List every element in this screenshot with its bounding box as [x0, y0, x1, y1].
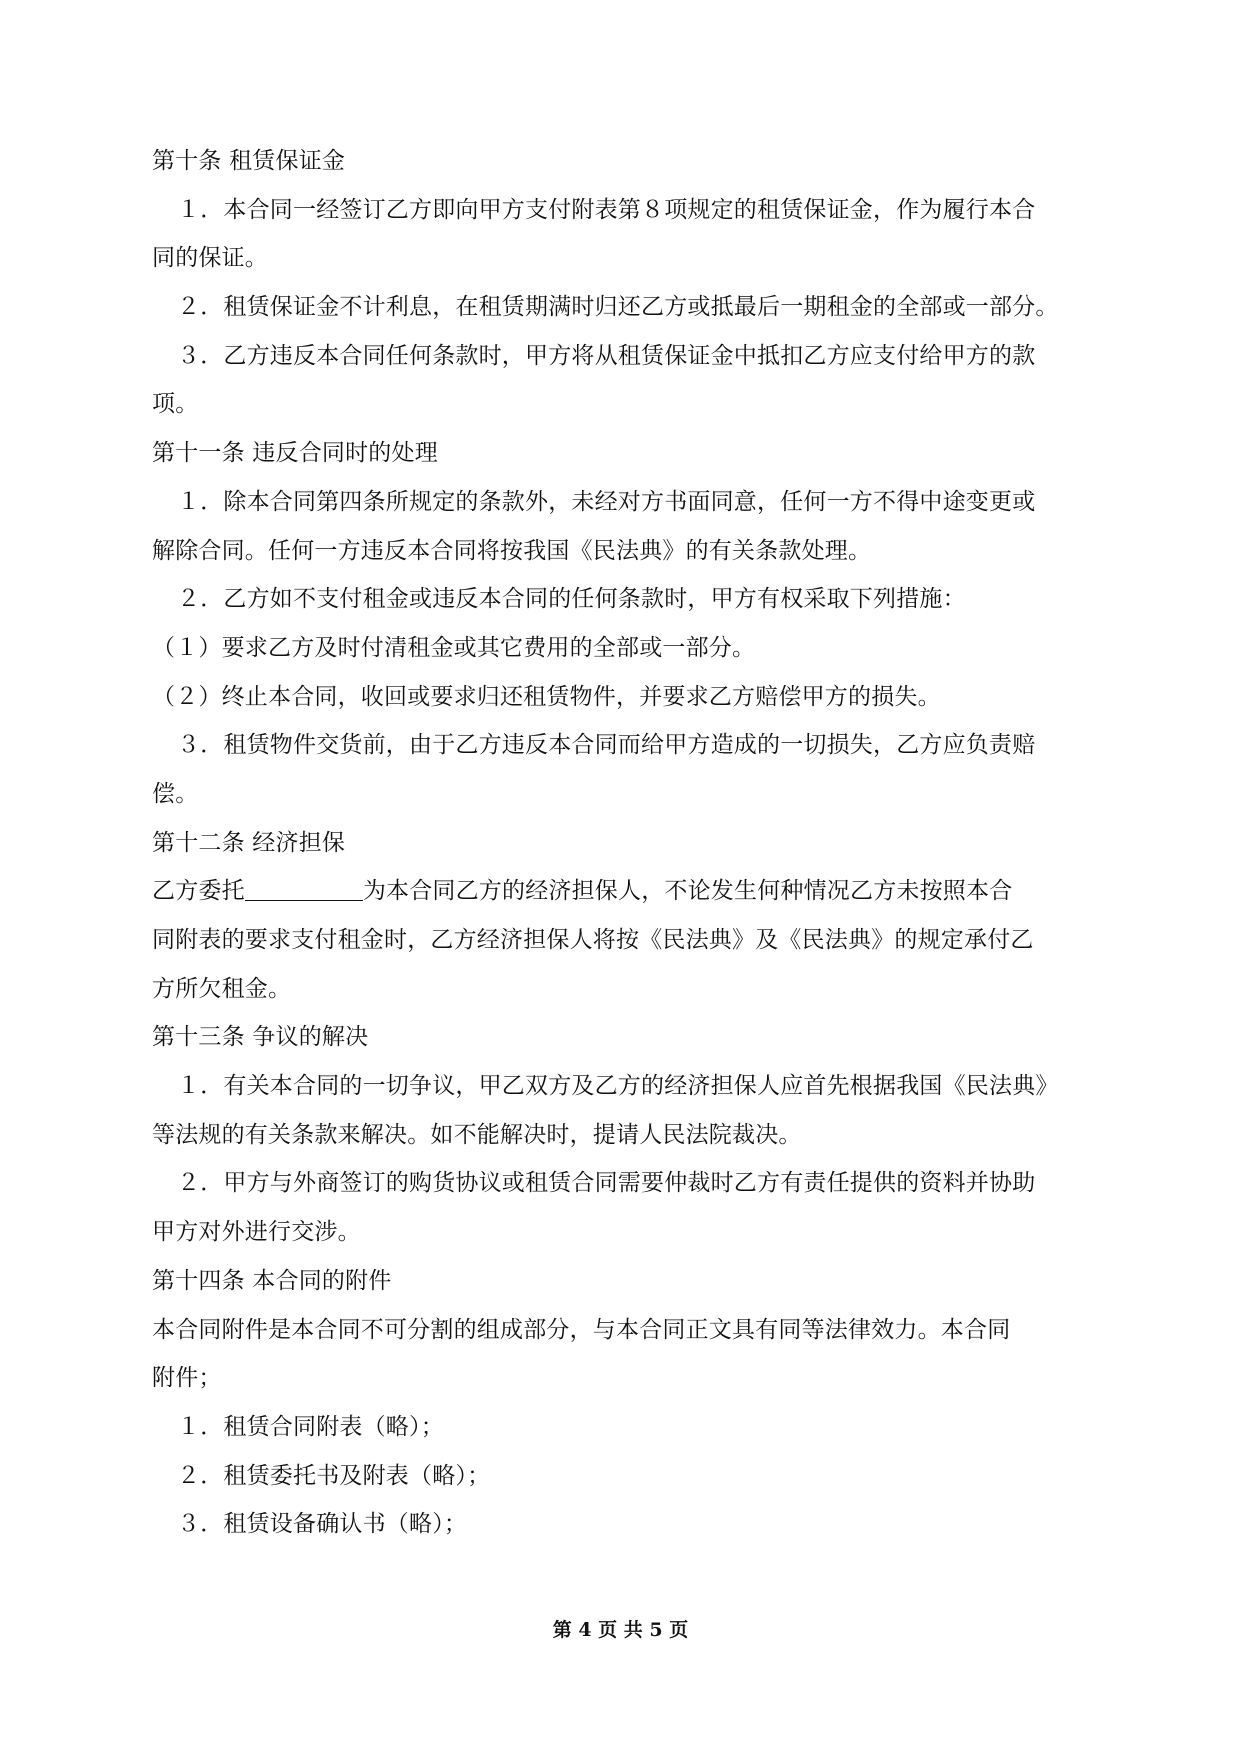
- article-14-heading: 第十四条 本合同的附件: [152, 1267, 392, 1294]
- article-11-item-2: （２）终止本合同，收回或要求归还租赁物件，并要求乙方赔偿甲方的损失。: [152, 683, 941, 710]
- article-10-para-1: １．本合同一经签订乙方即向甲方支付附表第８项规定的租赁保证金，作为履行本合: [177, 196, 1036, 223]
- article-10-heading: 第十条 租赁保证金: [152, 148, 346, 174]
- article-14-attachment-2: ２．租赁委托书及附表（略）；: [177, 1462, 491, 1489]
- article-11-para-2: ２．乙方如不支付租金或违反本合同的任何条款时，甲方有权采取下列措施：: [177, 586, 966, 613]
- article-14-attachment-3: ３．租赁设备确认书（略）；: [177, 1511, 468, 1538]
- article-13-para-2-cont: 甲方对外进行交涉。: [152, 1219, 361, 1246]
- article-14-para-1: 本合同附件是本合同不可分割的组成部分，与本合同正文具有同等法律效力。本合同: [152, 1316, 1011, 1343]
- article-10-para-1-cont: 同的保证。: [152, 245, 268, 272]
- page-number-footer: 第 4 页 共 5 页: [552, 1619, 689, 1641]
- article-11-item-1: （１）要求乙方及时付清租金或其它费用的全部或一部分。: [152, 634, 756, 661]
- article-12-para-1-rest: 为本合同乙方的经济担保人，不论发生何种情况乙方未按照本合: [362, 878, 1013, 905]
- article-12-para-1-cont-1: 同附表的要求支付租金时，乙方经济担保人将按《民法典》及《民法典》的规定承付乙: [152, 927, 1034, 953]
- article-13-para-1-cont: 等法规的有关条款来解决。如不能解决时，提请人民法院裁决。: [152, 1121, 802, 1148]
- article-10-para-2: ２．租赁保证金不计利息，在租赁期满时归还乙方或抵最后一期租金的全部或一部分。: [177, 294, 1059, 321]
- article-13-heading: 第十三条 争议的解决: [152, 1024, 369, 1051]
- article-12-prefix: 乙方委托: [152, 878, 245, 905]
- article-10-para-3-cont: 项。: [152, 391, 199, 418]
- article-12-para-1: [152, 867, 1100, 916]
- article-12-para-1-cont-2: 方所欠租金。: [152, 975, 292, 1002]
- article-13-para-1: １．有关本合同的一切争议，甲乙双方及乙方的经济担保人应首先根据我国《民法典》: [177, 1073, 1059, 1100]
- article-11-para-1-cont: 解除合同。任何一方违反本合同将按我国《民法典》的有关条款处理。: [152, 537, 872, 564]
- article-14-attachment-1: １．租赁合同附表（略）；: [177, 1413, 444, 1440]
- document-body: [152, 137, 1100, 1549]
- article-10-para-3: ３．乙方违反本合同任何条款时，甲方将从租赁保证金中抵扣乙方应支付给甲方的款: [177, 342, 1036, 369]
- article-14-para-1-cont: 附件；: [152, 1365, 222, 1392]
- article-11-para-1: １．除本合同第四条所规定的条款外，未经对方书面同意，任何一方不得中途变更或: [177, 488, 1036, 515]
- article-11-heading: 第十一条 违反合同时的处理: [152, 440, 438, 467]
- guarantor-blank-line: [245, 878, 363, 901]
- article-11-para-3-cont: 偿。: [152, 780, 199, 807]
- article-12-heading: 第十二条 经济担保: [152, 829, 346, 856]
- article-11-para-3: ３．租赁物件交货前，由于乙方违反本合同而给甲方造成的一切损失，乙方应负责赔: [177, 732, 1036, 759]
- article-13-para-2: ２．甲方与外商签订的购货协议或租赁合同需要仲裁时乙方有责任提供的资料并协助: [177, 1170, 1036, 1197]
